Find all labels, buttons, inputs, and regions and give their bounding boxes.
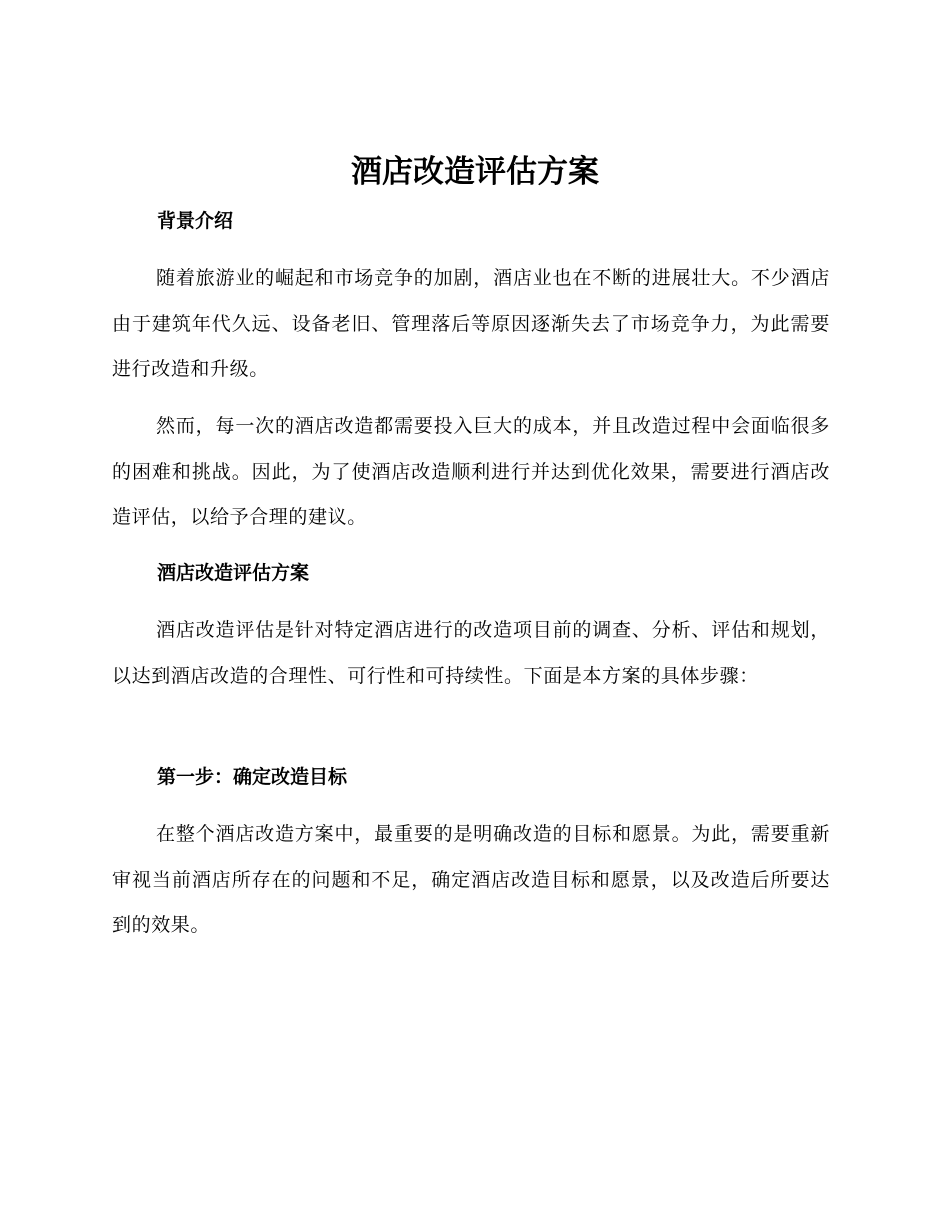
paragraph-step-one-1: 在整个酒店改造方案中，最重要的是明确改造的目标和愿景。为此，需要重新审视当前酒店所存在的问题和不足，确定酒店改造目标和愿景，以及改造后所要达到的效果。 xyxy=(112,823,830,936)
section-heading-background: 背景介绍 xyxy=(157,210,234,232)
section-heading-step-one: 第一步：确定改造目标 xyxy=(157,766,348,788)
document-title: 酒店改造评估方案 xyxy=(351,154,599,190)
paragraph-background-2: 然而，每一次的酒店改造都需要投入巨大的成本，并且改造过程中会面临很多的困难和挑战。因此，为了使酒店改造顺利进行并达到优化效果，需要进行酒店改造评估，以给予合理的建议。 xyxy=(112,415,830,528)
paragraph-plan-1: 酒店改造评估是针对特定酒店进行的改造项目前的调查、分析、评估和规划，以达到酒店改造的合理性、可行性和可持续性。下面是本方案的具体步骤： xyxy=(112,619,830,687)
section-heading-plan: 酒店改造评估方案 xyxy=(157,562,310,584)
paragraph-background-1: 随着旅游业的崛起和市场竞争的加剧，酒店业也在不断的进展壮大。不少酒店由于建筑年代久远、设备老旧、管理落后等原因逐渐失去了市场竞争力，为此需要进行改造和升级。 xyxy=(112,267,830,380)
